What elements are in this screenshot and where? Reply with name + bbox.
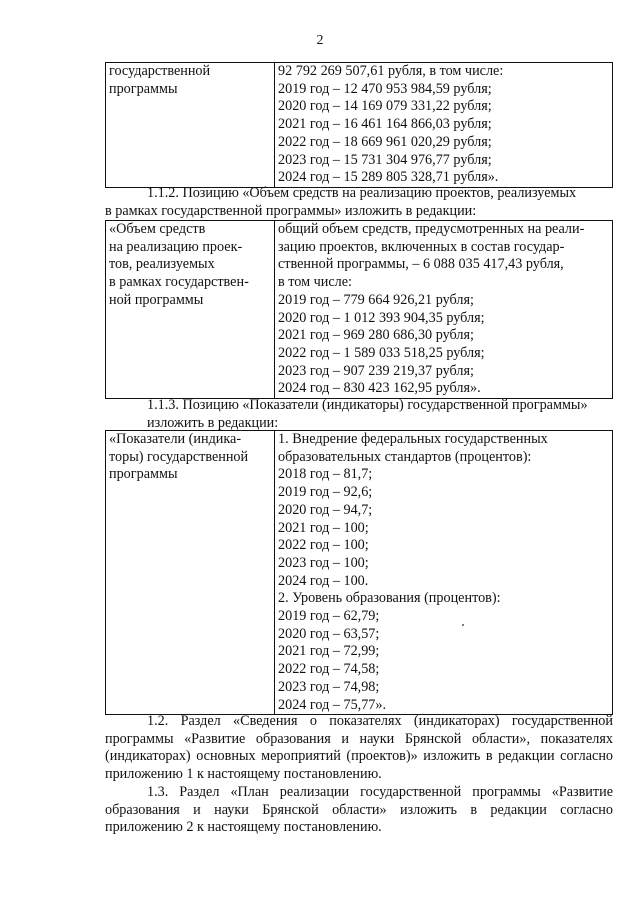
paragraph-line: в рамках государственной программы» изложить в редакции: [105,202,477,219]
table-cell-line: 2024 год – 830 423 162,95 рубля». [278,380,481,397]
table-cell-line: тов, реализуемых [109,256,215,273]
table-cell-line: 2022 год – 100; [278,537,369,554]
table-cell-line: 2018 год – 81,7; [278,466,373,483]
table1-left-cell [106,63,275,188]
paragraph-1-1-3 [105,397,613,432]
paragraph-text: 1.3. Раздел «План реализации государственной программы «Развитие образования и науки Брянской области» изложить в редакции согласно приложению 2 к настоящему постановлению. [105,784,613,836]
paragraph-line: 1.1.2. Позицию «Объем средств на реализацию проектов, реализуемых [147,185,577,201]
table3-right-cell [275,431,613,715]
scan-speck [462,624,464,626]
table2-right-cell [275,221,613,399]
paragraph-text: 1.2. Раздел «Сведения о показателях (индикаторах) государственной программы «Развитие образования и науки Брянской области», показателях (индикаторах) основных мероприятий (проектов)» изложить в редакции согласно приложению 1 к настоящему постановлению. [105,713,613,783]
table-cell-line: 2022 год – 18 669 961 020,29 рубля; [278,133,492,150]
table-cell-line: программы [109,466,178,483]
page-number: 2 [316,33,324,48]
table-cell-line: в рамках государствен- [109,274,249,291]
table-cell-line: 2019 год – 12 470 953 984,59 рубля; [278,80,492,97]
table-cell-line: 2023 год – 100; [278,554,369,571]
table-cell-line: «Показатели (индика- [109,431,242,447]
table-cell-line: 2021 год – 100; [278,519,369,536]
table-indicators [105,430,613,715]
table-cell-line: 2023 год – 907 239 219,37 рубля; [278,362,474,379]
table-cell-line: 2019 год – 62,79; [278,608,380,625]
paragraph-line: 1.1.3. Позицию «Показатели (индикаторы) государственной программы» [147,397,588,413]
table-cell-line: 2020 год – 94,7; [278,501,373,518]
table1-right-cell [275,63,613,188]
table-project-funding [105,220,613,399]
table-cell-line: ной программы [109,291,204,308]
table-cell-line: государственной [109,63,211,79]
table2-left-cell [106,221,275,399]
table-cell-line: 2021 год – 969 280 686,30 рубля; [278,327,474,344]
table-cell-line: 2022 год – 74,58; [278,661,380,678]
table3-left-cell [106,431,275,715]
table-program-funding [105,62,613,188]
table-cell-line: 2024 год – 100. [278,572,369,589]
table-cell-line: программы [109,80,178,97]
table-cell-line: в том числе: [278,274,352,291]
paragraph-1-2 [105,713,613,784]
table-cell-line: 2023 год – 74,98; [278,678,380,695]
table-cell-line: 2019 год – 92,6; [278,484,373,501]
table-cell-line: 2020 год – 1 012 393 904,35 рубля; [278,309,485,326]
table-cell-line: ственной программы, – 6 088 035 417,43 рубля, [278,256,564,273]
table-cell-line: «Объем средств [109,221,206,237]
table-cell-line: 2024 год – 15 289 805 328,71 рубля». [278,169,499,186]
table-cell-line: 1. Внедрение федеральных государственных [278,431,548,447]
table-cell-line: на реализацию проек- [109,238,243,255]
table-cell-line: 2024 год – 75,77». [278,696,387,713]
table-cell-line: 2021 год – 72,99; [278,643,380,660]
table-cell-line: 2. Уровень образования (процентов): [278,590,501,607]
table-cell-line: торы) государственной [109,448,249,465]
table-cell-line: 2019 год – 779 664 926,21 рубля; [278,291,474,308]
table-cell-line: 92 792 269 507,61 рубля, в том числе: [278,63,504,79]
table-cell-line: 2020 год – 14 169 079 331,22 рубля; [278,98,492,115]
table-cell-line: зацию проектов, включенных в состав государ- [278,238,565,255]
table-cell-line: образовательных стандартов (процентов): [278,448,532,465]
table-cell-line: 2023 год – 15 731 304 976,77 рубля; [278,151,492,168]
table-cell-line: 2021 год – 16 461 164 866,03 рубля; [278,116,492,133]
paragraph-1-1-2 [105,185,613,220]
table-cell-line: общий объем средств, предусмотренных на реали- [278,221,585,237]
table-cell-line: 2020 год – 63,57; [278,625,380,642]
table-cell-line: 2022 год – 1 589 033 518,25 рубля; [278,344,485,361]
paragraph-1-3 [105,784,613,837]
paragraph-line: изложить в редакции: [147,414,279,431]
